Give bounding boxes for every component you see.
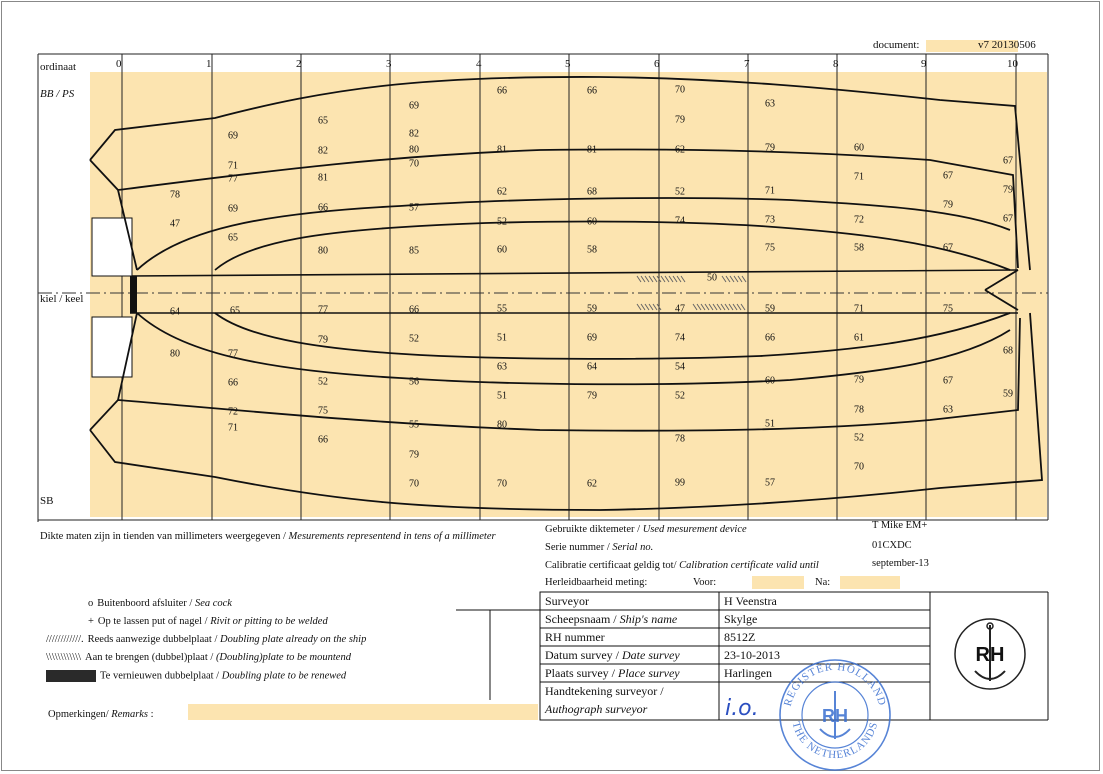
remarks-label: Opmerkingen/ Remarks : [48, 709, 154, 720]
document-label: document: [873, 39, 920, 51]
ordinate-label: 0 [116, 58, 122, 70]
thickness-value: 58 [854, 242, 864, 254]
thickness-value: 64 [170, 306, 180, 318]
thickness-value: 74 [675, 332, 685, 344]
legend-mark: \\\\\\\\\\\\ [46, 652, 82, 663]
thickness-value: 79 [409, 449, 419, 461]
thickness-value: 61 [854, 332, 864, 344]
thickness-value: 67 [1003, 155, 1013, 167]
thickness-value: 69 [228, 130, 238, 142]
thickness-value: 82 [409, 128, 419, 140]
ordinate-label: 6 [654, 58, 660, 70]
thickness-value: 70 [854, 461, 864, 473]
thickness-value: 81 [497, 144, 507, 156]
thickness-value: 52 [675, 186, 685, 198]
thickness-value: 57 [765, 477, 775, 489]
thickness-value: 54 [675, 361, 685, 373]
thickness-value: 82 [318, 145, 328, 157]
thickness-value: 77 [228, 348, 238, 360]
thickness-value: 51 [497, 332, 507, 344]
thickness-value: 55 [409, 419, 419, 431]
thickness-value: 55 [497, 303, 507, 315]
thickness-value: 47 [170, 218, 180, 230]
thickness-value: 60 [765, 375, 775, 387]
thickness-value: 52 [409, 333, 419, 345]
ordinate-label: 1 [206, 58, 212, 70]
thickness-value: 80 [318, 245, 328, 257]
legend-text: Te vernieuwen dubbelplaat / [100, 670, 222, 682]
thickness-value: 79 [854, 374, 864, 386]
serial-label: Serie nummer / Serial no. [545, 542, 654, 553]
date-label: Datum survey / Date survey [545, 648, 680, 662]
handwritten-signature: i.o. [725, 696, 759, 721]
legend-mark: + [88, 616, 94, 627]
thickness-value: 60 [587, 216, 597, 228]
thickness-value: 59 [587, 303, 597, 315]
place-value: Harlingen [724, 666, 772, 680]
thickness-value: 71 [228, 422, 238, 434]
ordinate-label: 8 [833, 58, 839, 70]
device-used-value: T Mike EM+ [872, 520, 928, 531]
stamp-center-text: RH [822, 706, 848, 726]
thickness-value: 74 [675, 215, 685, 227]
legend-text-en: Doubling plate to be renewed [221, 670, 347, 682]
thickness-value: 69 [409, 100, 419, 112]
thickness-value: 77 [228, 173, 238, 185]
thickness-value: 81 [318, 172, 328, 184]
thickness-value: 47 [675, 303, 685, 315]
thickness-value: 79 [765, 142, 775, 154]
thickness-value: 66 [497, 85, 507, 97]
thickness-value: 66 [765, 332, 775, 344]
thickness-value: 99 [675, 477, 685, 489]
ordinate-label: 2 [296, 58, 302, 70]
thickness-value: 62 [497, 186, 507, 198]
thickness-value: 70 [675, 84, 685, 96]
legend-mark: o [88, 598, 94, 609]
thickness-value: 58 [587, 244, 597, 256]
thickness-value: 52 [318, 376, 328, 388]
legend-text: Op te lassen put of nagel / [97, 616, 211, 627]
thickness-value: 66 [587, 85, 597, 97]
rh-number-label: RH nummer [545, 630, 605, 644]
thickness-value: 65 [230, 305, 240, 317]
sb-label: SB [40, 495, 54, 507]
stamp-bottom-text: THE NETHERLANDS [789, 720, 881, 762]
thickness-value: 80 [497, 419, 507, 431]
rh-logo-text: RH [975, 644, 1005, 666]
thickness-value: 71 [854, 303, 864, 315]
thickness-value: 68 [1003, 345, 1013, 357]
thickness-value: 80 [409, 144, 419, 156]
thickness-value: 52 [497, 216, 507, 228]
thickness-value: 68 [587, 186, 597, 198]
legend-text: Buitenboord afsluiter / [97, 598, 195, 609]
thickness-value: 85 [409, 245, 419, 257]
legend-text-en: Doubling plate already on the ship [220, 634, 367, 645]
thickness-value: 51 [497, 390, 507, 402]
kiel-label: kiel / keel [40, 293, 84, 305]
thickness-value: 70 [409, 158, 419, 170]
thickness-value: 79 [675, 114, 685, 126]
thickness-value: 56 [409, 376, 419, 388]
date-value: 23-10-2013 [724, 648, 780, 662]
traceability-label: Herleidbaarheid meting: [545, 577, 648, 588]
thickness-value: 71 [854, 171, 864, 183]
thickness-value: 72 [228, 406, 238, 418]
thickness-value: 79 [318, 334, 328, 346]
thickness-value: 71 [765, 185, 775, 197]
footnote-nl: Dikte maten zijn in tienden van millimeters weergegeven / [40, 531, 289, 542]
thickness-value: 75 [943, 303, 953, 315]
ordinate-label: 3 [386, 58, 392, 70]
thickness-value: 62 [587, 478, 597, 490]
thickness-value: 75 [765, 242, 775, 254]
thickness-value: 67 [943, 170, 953, 182]
signature-label-2: Authograph surveyor [545, 702, 648, 716]
surveyor-label: Surveyor [545, 594, 589, 608]
thickness-value: 70 [497, 478, 507, 490]
thickness-value: 62 [675, 144, 685, 156]
thickness-value: 60 [497, 244, 507, 256]
thickness-value: 75 [318, 405, 328, 417]
thickness-value: 65 [228, 232, 238, 244]
legend-text-en: (Doubling)plate to be mountend [215, 652, 351, 663]
thickness-value: 64 [587, 361, 597, 373]
thickness-value: 52 [854, 432, 864, 444]
rh-logo [953, 617, 1027, 691]
thickness-value: 66 [318, 434, 328, 446]
thickness-value: 77 [318, 304, 328, 316]
thickness-value: 78 [170, 189, 180, 201]
thickness-value: 63 [497, 361, 507, 373]
thickness-value: 60 [854, 142, 864, 154]
thickness-value: 78 [854, 404, 864, 416]
ordinate-label: 5 [565, 58, 571, 70]
thickness-value: 81 [587, 144, 597, 156]
calibration-label: Calibratie certificaat geldig tot/ Calibration certificate valid until [545, 560, 819, 571]
thickness-value: 65 [318, 115, 328, 127]
thickness-value: 67 [943, 242, 953, 254]
thickness-value: 78 [675, 433, 685, 445]
device-used-label: Gebruikte diktemeter / Used mesurement device [545, 524, 747, 535]
thickness-value: 66 [409, 304, 419, 316]
thickness-value: 70 [409, 478, 419, 490]
thickness-value: 63 [943, 404, 953, 416]
thickness-value: 66 [318, 202, 328, 214]
ordinate-label: 10 [1007, 58, 1018, 70]
signature-label-1: Handtekening surveyor / [545, 684, 664, 698]
rh-number-value: 8512Z [724, 630, 756, 644]
thickness-value: 67 [1003, 213, 1013, 225]
ship-name-label: Scheepsnaam / Ship's name [545, 612, 678, 626]
surveyor-value: H Veenstra [724, 594, 777, 608]
legend-text-en: Sea cock [194, 598, 232, 609]
thickness-value: 69 [228, 203, 238, 215]
legend-text: Aan te brengen (dubbel)plaat / [85, 652, 216, 663]
ordinate-label: 4 [476, 58, 482, 70]
document-version: v7 20130506 [978, 39, 1036, 51]
thickness-value: 79 [1003, 184, 1013, 196]
ship-name-value: Skylge [724, 612, 758, 626]
legend-text: Reeds aanwezige dubbelplaat / [87, 634, 221, 645]
thickness-value: 72 [854, 214, 864, 226]
thickness-value: 50 [707, 272, 717, 284]
thickness-value: 71 [228, 160, 238, 172]
ordinate-label: 9 [921, 58, 927, 70]
serial-value: 01CXDC [872, 540, 912, 551]
calibration-value: september-13 [872, 558, 929, 569]
na-label: Na: [815, 577, 831, 588]
register-holland-stamp [770, 655, 900, 773]
place-label: Plaats survey / Place survey [545, 666, 680, 680]
legend-text-en: Rivit or pitting to be welded [210, 616, 328, 627]
thickness-value: 52 [675, 390, 685, 402]
thickness-value: 51 [765, 418, 775, 430]
stamp-top-text: REGISTER HOLLAND [781, 660, 889, 708]
thickness-value: 57 [409, 202, 419, 214]
voor-label: Voor: [693, 577, 717, 588]
thickness-value: 80 [170, 348, 180, 360]
thickness-value: 79 [943, 199, 953, 211]
thickness-value: 63 [765, 98, 775, 110]
thickness-value: 67 [943, 375, 953, 387]
ordinate-label: 7 [744, 58, 750, 70]
thickness-value: 66 [228, 377, 238, 389]
thickness-value: 73 [765, 214, 775, 226]
legend-mark: ////////////. [46, 634, 84, 645]
ordinaat-label: ordinaat [40, 61, 77, 73]
thickness-value: 79 [587, 390, 597, 402]
footnote-en: Mesurements representend in tens of a millimeter [288, 531, 496, 542]
thickness-value: 59 [765, 303, 775, 315]
bb-label: BB / PS [40, 88, 75, 100]
thickness-value: 59 [1003, 388, 1013, 400]
thickness-value: 69 [587, 332, 597, 344]
